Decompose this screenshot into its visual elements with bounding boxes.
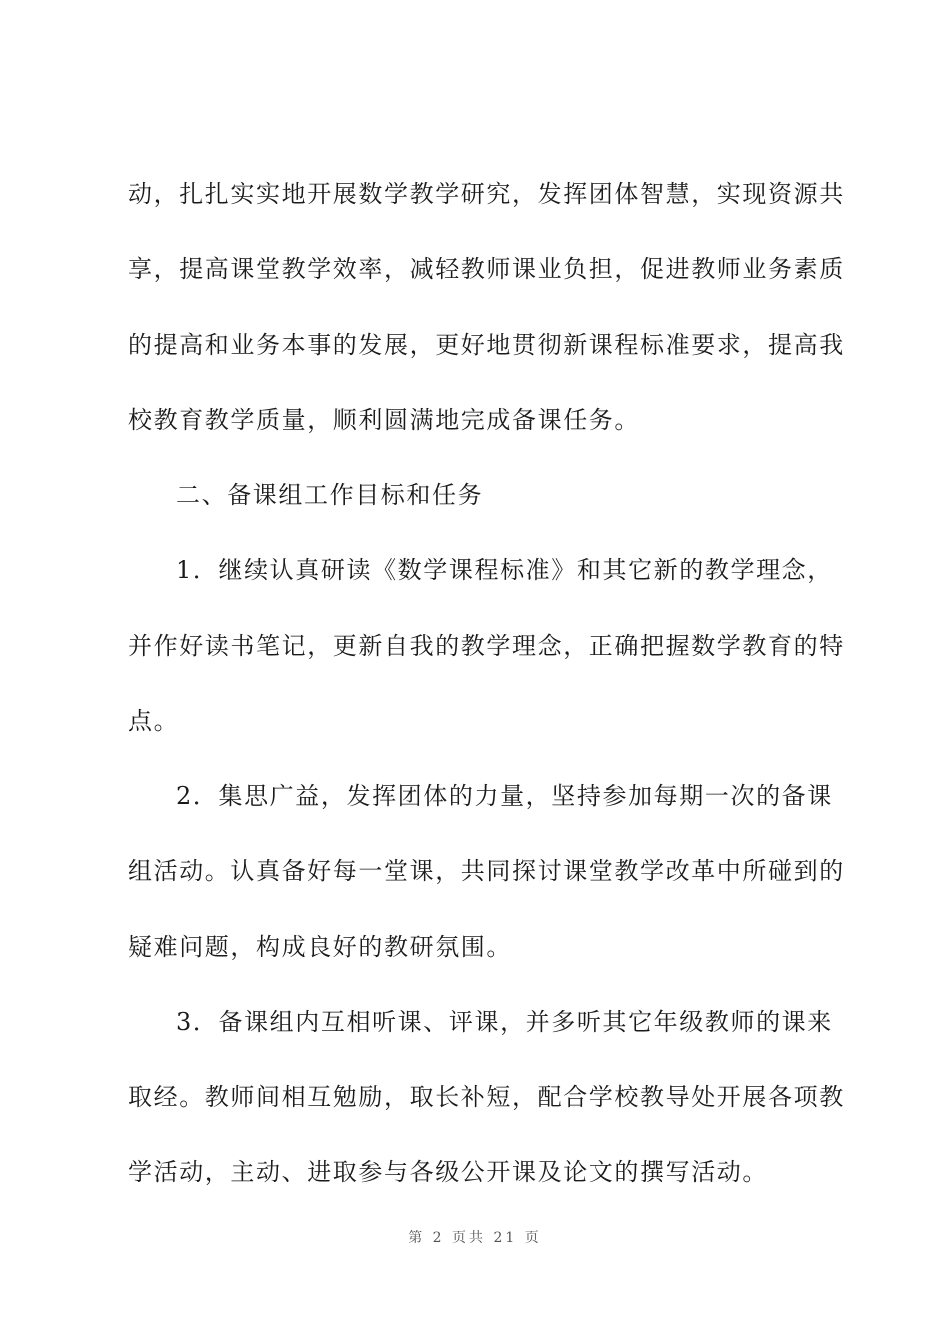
page-number-footer: 第 2 页共 21 页 — [408, 1230, 542, 1246]
item-3-line-1: 3．备课组内互相听课、评课，并多听其它年级教师的课来 — [176, 1008, 833, 1036]
item-3-line-2: 取经。教师间相互勉励，取长补短，配合学校教导处开展各项教 — [128, 1083, 845, 1111]
item-2-line-1: 2．集思广益，发挥团体的力量，坚持参加每期一次的备课 — [176, 782, 833, 810]
paragraph-1-line-3: 的提高和业务本事的发展，更好地贯彻新课程标准要求，提高我 — [128, 331, 845, 359]
paragraph-1-line-2: 享，提高课堂教学效率，减轻教师课业负担，促进教师业务素质 — [128, 255, 845, 283]
paragraph-1-line-1: 动，扎扎实实地开展数学教学研究，发挥团体智慧，实现资源共 — [128, 180, 845, 208]
item-1-line-3: 点。 — [128, 707, 180, 735]
item-3-line-3: 学活动，主动、进取参与各级公开课及论文的撰写活动。 — [128, 1158, 768, 1186]
item-2-line-3: 疑难问题，构成良好的教研氛围。 — [128, 933, 512, 961]
item-1-line-1: 1．继续认真研读《数学课程标准》和其它新的教学理念， — [176, 556, 833, 584]
paragraph-1-line-4: 校教育教学质量，顺利圆满地完成备课任务。 — [128, 406, 640, 434]
section-heading: 二、备课组工作目标和任务 — [176, 481, 484, 509]
item-1-line-2: 并作好读书笔记，更新自我的教学理念，正确把握数学教育的特 — [128, 632, 845, 660]
item-2-line-2: 组活动。认真备好每一堂课，共同探讨课堂教学改革中所碰到的 — [128, 857, 845, 885]
